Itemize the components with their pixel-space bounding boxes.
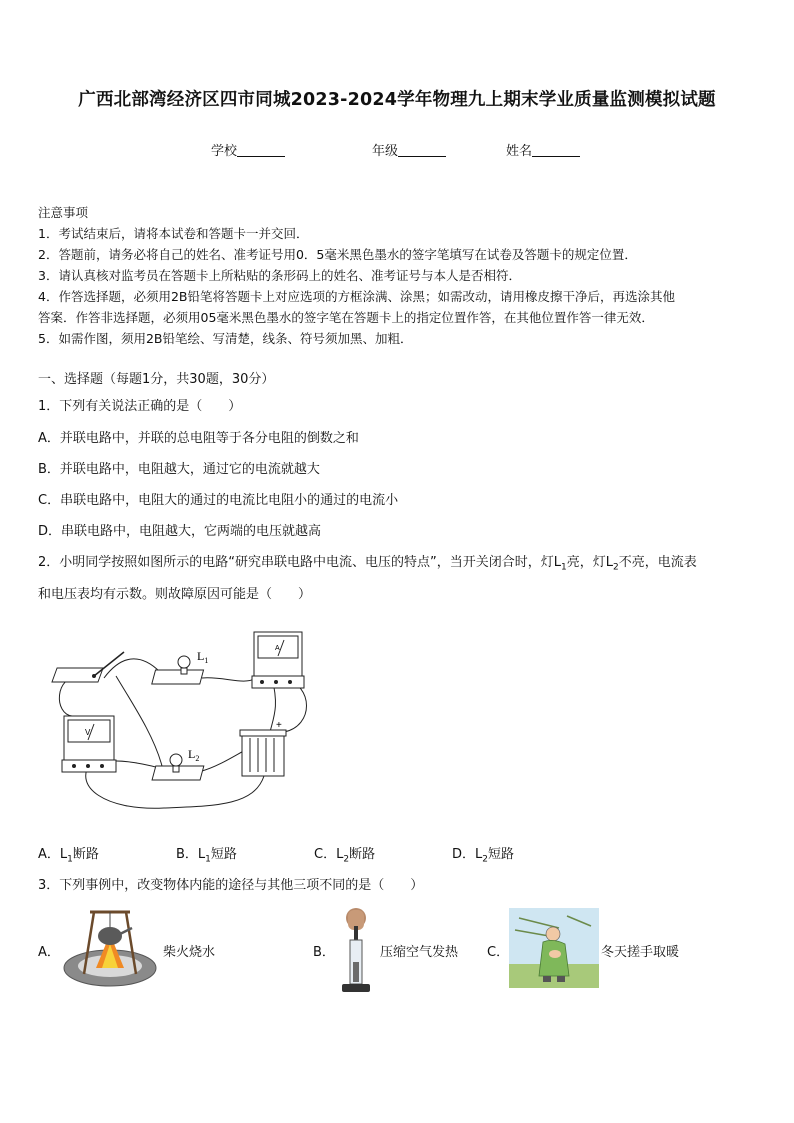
notes-heading: 注意事项	[38, 205, 89, 220]
notes-item: 1．考试结束后，请将本试卷和答题卡一并交回．	[38, 226, 309, 241]
lamp-l1-icon	[152, 656, 204, 684]
question-3-stem: 3．下列事例中，改变物体内能的途径与其他三项不同的是（ ）	[38, 878, 424, 893]
battery-plus-label: +	[276, 720, 282, 731]
question-2-stem	[38, 551, 697, 573]
air-piston-icon	[334, 904, 378, 996]
question-2-option-b	[176, 843, 237, 865]
question-2-option-d	[452, 843, 514, 865]
question-1-option-d: D．串联电路中，电阻越大，它两端的电压就越高	[38, 524, 322, 539]
q2-stem-text: 亮，灯L	[566, 555, 613, 570]
page-title: 广西北部湾经济区四市同城2023-2024学年物理九上期末学业质量监测模拟试题	[78, 90, 716, 110]
option-sub: 1	[205, 854, 211, 865]
rubbing-hands-icon	[509, 908, 599, 988]
notes-item: 答案．作答非选择题，必须用05毫米黑色墨水的签字笔在答题卡上的指定位置作答，在其他位置作答一律无效．	[38, 310, 654, 325]
q2-stem-text: 不亮，电流表	[618, 555, 697, 570]
switch-icon	[52, 652, 124, 682]
wire	[202, 678, 256, 681]
question-3-option-b-letter: B．	[313, 945, 335, 960]
l1-label: $L_1$	[197, 649, 209, 665]
q2-stem-text: 2．小明同学按照如图所示的电路“研究串联电路中电流、电压的特点”，当开关闭合时，灯L	[38, 555, 561, 570]
school-label: 学校	[211, 144, 238, 159]
question-2-option-a	[38, 843, 99, 865]
question-3-option-b-text: 压缩空气发热	[380, 945, 459, 960]
option-sub: 2	[343, 854, 350, 865]
question-3-option-a-text: 柴火烧水	[163, 945, 216, 960]
school-field	[211, 140, 285, 159]
notes-item: 4．作答选择题，必须用2B铅笔将答题卡上对应选项的方框涂满、涂黑；如需改动，请用橡皮擦干净后，再选涂其他	[38, 289, 675, 304]
notes-item: 5．如需作图，须用2B铅笔绘、写清楚，线条、符号须加黑、加粗．	[38, 331, 413, 346]
notes-block	[38, 202, 768, 349]
grade-field	[372, 140, 446, 159]
q2-stem-sub: 2	[612, 562, 619, 573]
option-text: 断路	[349, 847, 376, 862]
option-text: 短路	[210, 847, 237, 862]
option-sub: 1	[67, 854, 73, 865]
campfire-kettle-icon	[60, 904, 160, 992]
option-prefix: D．L	[452, 847, 483, 862]
option-prefix: B．L	[176, 847, 206, 862]
voltmeter-label: V	[85, 728, 91, 737]
grade-label: 年级	[372, 144, 399, 159]
question-1-stem: 1．下列有关说法正确的是（ ）	[38, 399, 242, 414]
question-3-option-c-letter: C．	[487, 945, 510, 960]
ammeter-label: A	[275, 645, 280, 652]
notes-item: 3．请认真核对监考员在答题卡上所粘贴的条形码上的姓名、准考证号与本人是否相符．	[38, 268, 521, 283]
name-label: 姓名	[506, 144, 533, 159]
grade-blank	[398, 142, 446, 157]
name-blank	[532, 142, 580, 157]
student-info-line	[0, 140, 794, 160]
section-heading: 一、选择题（每题1分，共30题，30分）	[38, 372, 275, 387]
question-3-option-c-text: 冬天搓手取暖	[601, 945, 680, 960]
school-blank	[237, 142, 285, 157]
question-1-option-c: C．串联电路中，电阻大的通过的电流比电阻小的通过的电流小	[38, 493, 399, 508]
q2-stem-sub: 1	[560, 562, 567, 573]
question-2-stem-line2: 和电压表均有示数。则故障原因可能是（ ）	[38, 587, 312, 602]
voltmeter-icon	[62, 716, 116, 772]
question-2-option-c	[314, 843, 375, 865]
option-text: 短路	[488, 847, 515, 862]
question-1-option-b: B．并联电路中，电阻越大，通过它的电流就越大	[38, 462, 320, 477]
circuit-diagram	[44, 616, 324, 821]
option-prefix: A．L	[38, 847, 68, 862]
battery-icon	[240, 730, 286, 776]
question-3-option-a-letter: A．	[38, 945, 60, 960]
name-field	[506, 140, 580, 159]
wire	[116, 676, 162, 766]
question-1-option-a: A．并联电路中，并联的总电阻等于各分电阻的倒数之和	[38, 431, 359, 446]
ammeter-icon	[252, 632, 304, 688]
option-prefix: C．L	[314, 847, 344, 862]
l2-label: $L_2$	[188, 747, 200, 763]
option-sub: 2	[482, 854, 488, 865]
option-text: 断路	[72, 847, 99, 862]
notes-item: 2．答题前，请务必将自己的姓名、准考证号用0．5毫米黑色墨水的签字笔填写在试卷及答题卡的规定位置．	[38, 247, 637, 262]
